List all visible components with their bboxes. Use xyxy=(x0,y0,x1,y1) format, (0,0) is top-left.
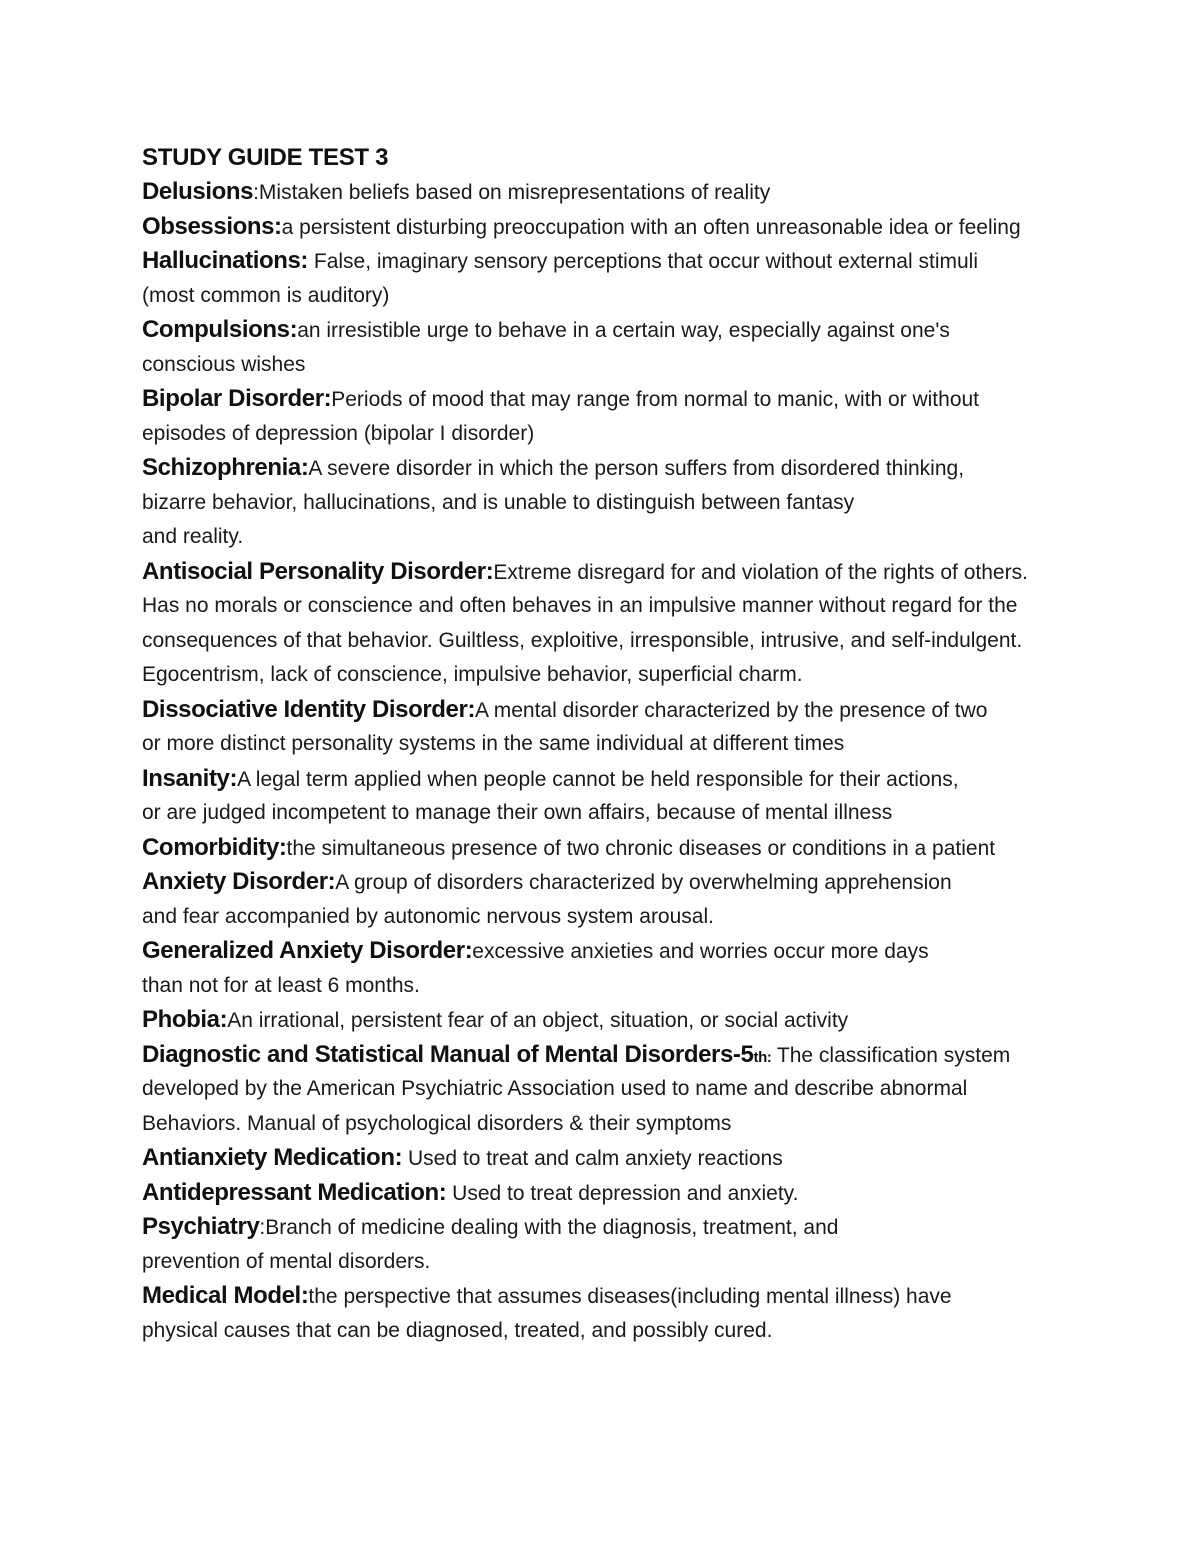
glossary-definition: consequences of that behavior. Guiltless, exploitive, irresponsible, intrusive, and self-indulgent. xyxy=(142,628,1023,652)
glossary-entry xyxy=(142,865,1162,934)
entry-continuation-line xyxy=(142,279,1162,314)
entry-continuation-line xyxy=(142,900,1162,935)
glossary-term: Dissociative Identity Disorder: xyxy=(142,695,476,723)
entry-first-line xyxy=(142,1003,1162,1038)
glossary-term: Insanity: xyxy=(142,764,238,792)
glossary-entry xyxy=(142,934,1162,1003)
entry-first-line xyxy=(142,555,1162,590)
entry-continuation-line xyxy=(142,486,1162,521)
glossary-definition: Used to treat depression and anxiety. xyxy=(446,1181,799,1205)
glossary-definition: or more distinct personality systems in the same individual at different times xyxy=(142,732,845,755)
entry-continuation-line xyxy=(142,417,1162,452)
entry-first-line xyxy=(142,865,1162,900)
glossary-term: Medical Model: xyxy=(142,1282,309,1309)
glossary-term: Bipolar Disorder: xyxy=(142,385,332,412)
glossary-term: Schizophrenia: xyxy=(142,454,309,481)
glossary-definition: A severe disorder in which the person suffers from disordered thinking, xyxy=(308,457,965,480)
glossary-entry xyxy=(142,210,1162,245)
glossary-term: Anxiety Disorder: xyxy=(142,868,336,895)
document-title: STUDY GUIDE TEST 3 xyxy=(142,144,389,171)
entry-first-line xyxy=(142,1038,1162,1073)
entry-first-line xyxy=(142,175,1162,210)
entry-first-line xyxy=(142,831,1162,866)
entry-first-line xyxy=(142,244,1162,279)
glossary-definition: Periods of mood that may range from normal to manic, with or without xyxy=(331,388,980,411)
glossary-definition: conscious wishes xyxy=(142,352,306,376)
glossary-list xyxy=(142,175,1162,1348)
glossary-entry xyxy=(142,451,1162,555)
entry-first-line xyxy=(142,934,1162,969)
entry-continuation-line xyxy=(142,1072,1162,1107)
glossary-definition: An irrational, persistent fear of an object, situation, or social activity xyxy=(227,1009,849,1032)
glossary-entry xyxy=(142,244,1162,313)
glossary-entry xyxy=(142,1003,1162,1038)
entry-continuation-line xyxy=(142,1245,1162,1280)
glossary-term: Compulsions: xyxy=(142,316,298,343)
glossary-definition: Egocentrism, lack of conscience, impulsive behavior, superficial charm. xyxy=(142,663,803,686)
glossary-definition: prevention of mental disorders. xyxy=(142,1249,431,1273)
glossary-definition: A group of disorders characterized by overwhelming apprehension xyxy=(335,871,952,894)
glossary-term: Comorbidity: xyxy=(142,833,287,861)
entry-first-line xyxy=(142,382,1162,417)
entry-first-line xyxy=(142,1210,1162,1245)
entry-first-line xyxy=(142,762,1162,797)
glossary-term: Antidepressant Medication: xyxy=(142,1178,447,1206)
study-guide-content xyxy=(142,141,1162,1348)
glossary-term: Antianxiety Medication: xyxy=(142,1144,403,1171)
entry-first-line xyxy=(142,693,1162,728)
glossary-term-suffix: th: xyxy=(753,1048,772,1066)
entry-first-line xyxy=(142,1279,1162,1314)
glossary-entry xyxy=(142,313,1162,382)
glossary-definition: a persistent disturbing preoccupation with an often unreasonable idea or feeling xyxy=(281,215,1021,239)
entry-first-line xyxy=(142,210,1162,245)
glossary-definition: physical causes that can be diagnosed, treated, and possibly cured. xyxy=(142,1318,773,1342)
glossary-definition: developed by the American Psychiatric Association used to name and describe abnormal xyxy=(142,1077,968,1100)
glossary-entry xyxy=(142,175,1162,210)
glossary-entry xyxy=(142,1176,1162,1211)
glossary-term: Hallucinations: xyxy=(142,247,309,274)
glossary-definition: Has no morals or conscience and often behaves in an impulsive manner without regard for the xyxy=(142,594,1018,617)
entry-first-line xyxy=(142,451,1162,486)
glossary-definition: Used to treat and calm anxiety reactions xyxy=(402,1147,783,1170)
glossary-term: Phobia: xyxy=(142,1006,228,1033)
glossary-definition: than not for at least 6 months. xyxy=(142,973,420,997)
glossary-definition: the perspective that assumes diseases(including mental illness) have xyxy=(308,1285,952,1308)
entry-continuation-line xyxy=(142,969,1162,1004)
glossary-definition: bizarre behavior, hallucinations, and is unable to distinguish between fantasy xyxy=(142,490,855,514)
glossary-entry xyxy=(142,1141,1162,1176)
glossary-entry xyxy=(142,1038,1162,1142)
entry-continuation-line xyxy=(142,658,1162,693)
glossary-entry xyxy=(142,693,1162,762)
entry-continuation-line xyxy=(142,348,1162,383)
glossary-term: Generalized Anxiety Disorder: xyxy=(142,937,473,964)
glossary-definition: and fear accompanied by autonomic nervous system arousal. xyxy=(142,904,714,928)
entry-continuation-line xyxy=(142,520,1162,555)
glossary-definition: and reality. xyxy=(142,525,244,548)
entry-continuation-line xyxy=(142,727,1162,762)
glossary-definition: :Branch of medicine dealing with the diagnosis, treatment, and xyxy=(259,1216,839,1239)
entry-continuation-line xyxy=(142,1314,1162,1349)
glossary-entry xyxy=(142,762,1162,831)
glossary-definition: False, imaginary sensory perceptions that occur without external stimuli xyxy=(308,250,978,273)
entry-continuation-line xyxy=(142,796,1162,831)
glossary-definition: A legal term applied when people cannot be held responsible for their actions, xyxy=(237,767,959,791)
glossary-definition: or are judged incompetent to manage their own affairs, because of mental illness xyxy=(142,801,893,824)
glossary-term: Antisocial Personality Disorder: xyxy=(142,557,494,585)
glossary-definition: Behaviors. Manual of psychological disorders & their symptoms xyxy=(142,1111,732,1135)
glossary-definition: episodes of depression (bipolar I disorder) xyxy=(142,421,535,445)
glossary-definition: excessive anxieties and worries occur more days xyxy=(472,940,929,963)
glossary-definition: an irresistible urge to behave in a certain way, especially against one's xyxy=(297,319,950,342)
glossary-entry xyxy=(142,831,1162,866)
entry-first-line xyxy=(142,313,1162,348)
glossary-entry xyxy=(142,1210,1162,1279)
glossary-entry xyxy=(142,1279,1162,1348)
glossary-definition: The classification system xyxy=(771,1043,1011,1067)
glossary-definition: (most common is auditory) xyxy=(142,283,390,307)
glossary-definition: A mental disorder characterized by the presence of two xyxy=(475,698,988,722)
entry-first-line xyxy=(142,1141,1162,1176)
entry-continuation-line xyxy=(142,1107,1162,1142)
entry-continuation-line xyxy=(142,589,1162,624)
glossary-definition: :Mistaken beliefs based on misrepresentations of reality xyxy=(253,181,771,204)
glossary-term: Psychiatry xyxy=(142,1213,260,1240)
glossary-term: Diagnostic and Statistical Manual of Mental Disorders-5 xyxy=(142,1040,754,1068)
entry-continuation-line xyxy=(142,624,1162,659)
glossary-definition: the simultaneous presence of two chronic diseases or conditions in a patient xyxy=(286,836,996,860)
glossary-entry xyxy=(142,555,1162,693)
glossary-term: Delusions xyxy=(142,178,254,205)
entry-first-line xyxy=(142,1176,1162,1211)
glossary-definition: Extreme disregard for and violation of the rights of others. xyxy=(493,560,1028,584)
glossary-entry xyxy=(142,382,1162,451)
glossary-term: Obsessions: xyxy=(142,212,282,240)
